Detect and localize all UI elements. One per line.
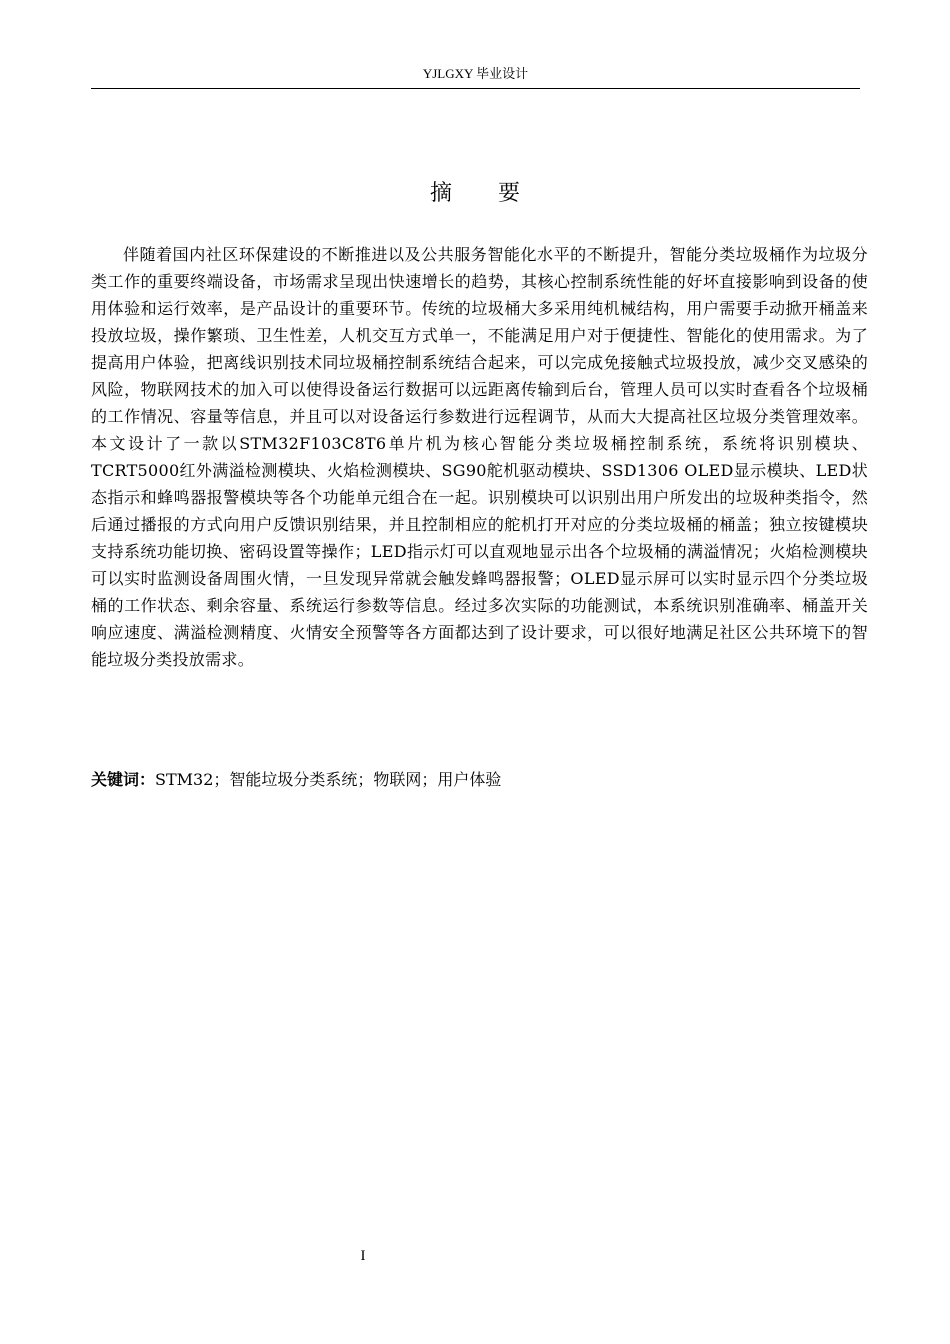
abstract-body: 伴随着国内社区环保建设的不断推进以及公共服务智能化水平的不断提升，智能分类垃圾桶作为垃圾分类工作的重要终端设备，市场需求呈现出快速增长的趋势，其核心控制系统性能的好坏直接影响到设备的使用体验和运行效率，是产品设计的重要环节。传统的垃圾桶大多采用纯机械结构，用户需要手动掀开桶盖来投放垃圾，操作繁琐、卫生性差，人机交互方式单一，不能满足用户对于便捷性、智能化的使用需求。为了提高用户体验，把离线识别技术同垃圾桶控制系统结合起来，可以完成免接触式垃圾投放，减少交叉感染的风险，物联网技术的加入可以使得设备运行数据可以远距离传输到后台，管理人员可以实时查看各个垃圾桶的工作情况、容量等信息，并且可以对设备运行参数进行远程调节，从而大大提高社区垃圾分类管理效率。本文设计了一款以STM32F103C8T6单片机为核心智能分类垃圾桶控制系统，系统将识别模块、TCRT5000红外满溢检测模块、火焰检测模块、SG90舵机驱动模块、SSD1306 OLED显示模块、LED状态指示和蜂鸣器报警模块等各个功能单元组合在一起。识别模块可以识别出用户所发出的垃圾种类指令，然后通过播报的方式向用户反馈识别结果，并且控制相应的舵机打开对应的分类垃圾桶的桶盖；独立按键模块支持系统功能切换、密码设置等操作；LED指示灯可以直观地显示出各个垃圾桶的满溢情况；火焰检测模块可以实时监测设备周围火情，一旦发现异常就会触发蜂鸣器报警；OLED显示屏可以实时显示四个分类垃圾桶的工作状态、剩余容量、系统运行参数等信息。经过多次实际的功能测试，本系统识别准确率、桶盖开关响应速度、满溢检测精度、火情安全预警等各方面都达到了设计要求，可以很好地满足社区公共环境下的智能垃圾分类投放需求。 (91, 245, 868, 669)
keywords-text: STM32；智能垃圾分类系统；物联网；用户体验 (155, 770, 502, 789)
page-number: I (360, 1248, 366, 1264)
keywords-label: 关键词： (91, 770, 156, 789)
abstract-title: 摘要 (429, 181, 566, 206)
keywords-line (91, 766, 868, 793)
running-header: YJLGXY 毕业设计 (91, 64, 860, 89)
